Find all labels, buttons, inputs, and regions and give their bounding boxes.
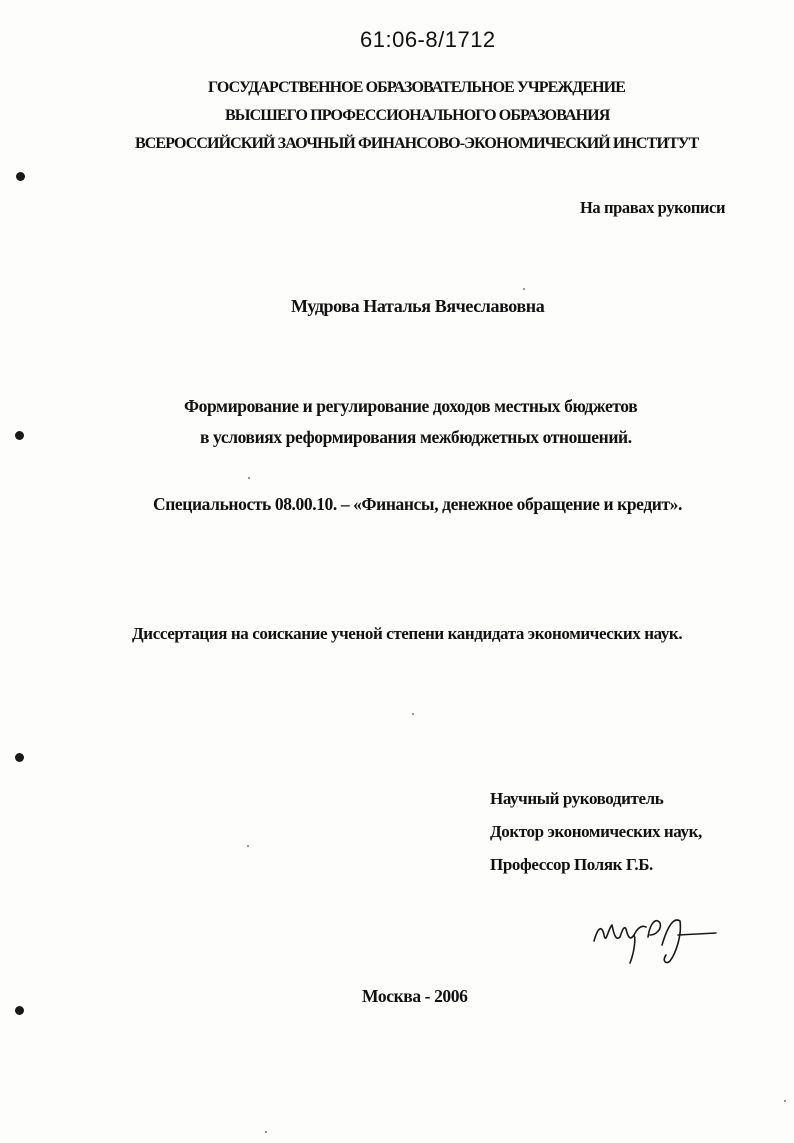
punch-hole-mark <box>15 1006 24 1015</box>
punch-hole-mark <box>15 431 24 440</box>
scan-speck <box>247 845 249 847</box>
supervisor-line-1: Научный руководитель <box>490 789 664 808</box>
scan-speck <box>523 288 525 290</box>
punch-hole-mark <box>15 753 24 762</box>
scan-speck <box>265 1131 267 1133</box>
institution-line-2: ВЫСШЕГО ПРОФЕССИОНАЛЬНОГО ОБРАЗОВАНИЯ <box>225 107 610 124</box>
scan-speck <box>248 477 250 479</box>
author-name: Мудрова Наталья Вячеславовна <box>291 296 545 316</box>
institution-line-3: ВСЕРОССИЙСКИЙ ЗАОЧНЫЙ ФИНАНСОВО-ЭКОНОМИЧЕСКИЙ ИНСТИТУТ <box>135 135 699 152</box>
supervisor-line-2: Доктор экономических наук, <box>490 822 702 841</box>
manuscript-rights-note: На правах рукописи <box>580 198 726 217</box>
supervisor-line-3: Профессор Поляк Г.Б. <box>490 855 653 874</box>
city-and-year: Москва - 2006 <box>362 986 468 1006</box>
institution-line-1: ГОСУДАРСТВЕННОЕ ОБРАЗОВАТЕЛЬНОЕ УЧРЕЖДЕНИЕ <box>208 79 625 96</box>
title-line-2: в условиях реформирования межбюджетных отношений. <box>200 427 632 447</box>
scan-speck <box>784 1100 786 1102</box>
punch-hole-mark <box>16 172 25 181</box>
handwritten-signature <box>590 905 720 975</box>
scan-speck <box>412 713 414 715</box>
specialty-line: Специальность 08.00.10. – «Финансы, денежное обращение и кредит». <box>153 494 682 514</box>
dissertation-degree-note: Диссертация на соискание ученой степени кандидата экономических наук. <box>132 624 683 643</box>
archive-stamp-number: 61:06-8/1712 <box>360 27 496 52</box>
title-line-1: Формирование и регулирование доходов местных бюджетов <box>184 396 638 416</box>
